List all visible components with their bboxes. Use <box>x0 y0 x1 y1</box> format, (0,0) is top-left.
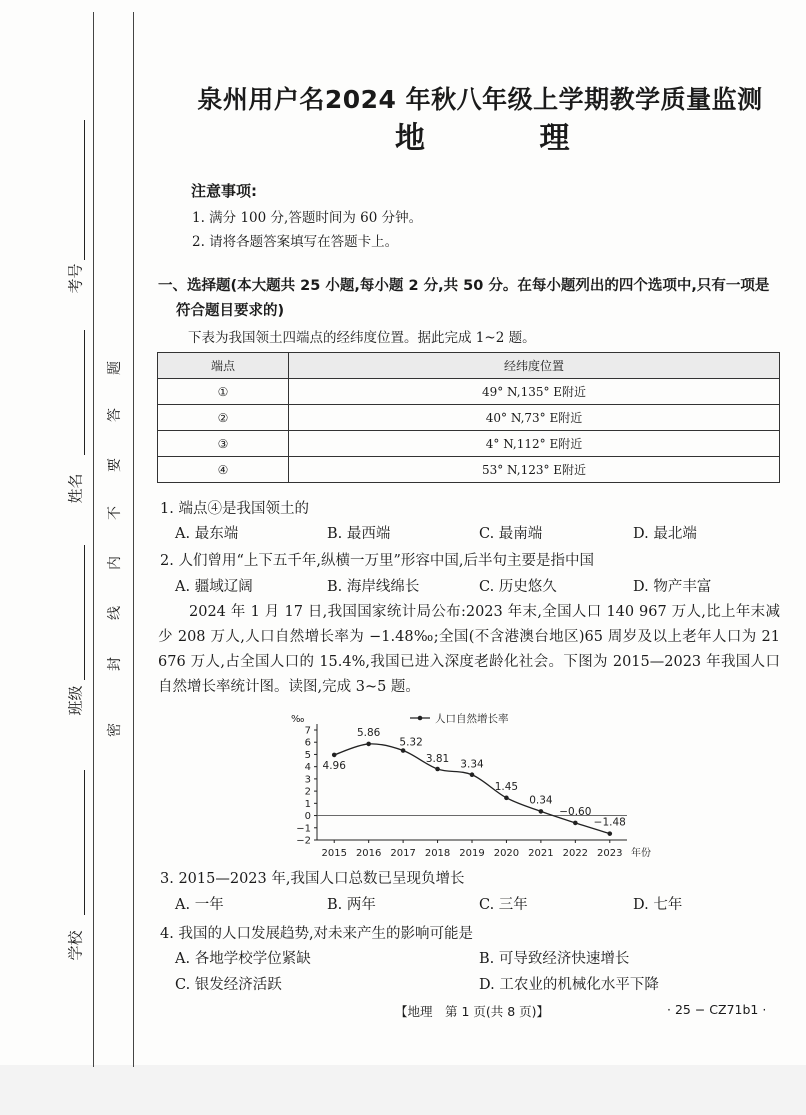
series-line <box>334 744 610 834</box>
option: A. 各地学校学位紧缺 <box>175 951 311 967</box>
paper-code: · 25 − CZ71b1 · <box>667 1002 767 1017</box>
data-point <box>539 809 544 814</box>
exam-number-label: 考号 <box>66 263 85 294</box>
option: D. 七年 <box>633 897 683 913</box>
option: D. 工农业的机械化水平下降 <box>479 977 659 993</box>
passage: 2024 年 1 月 17 日,我国国家统计局公布:2023 年末,全国人口 140 967 万人,比上年末减少 208 万人,人口自然增长率为 −1.48‰;全国(不含港澳台地区)65 周岁及以上老年人口为 21 676 万人,占全国人口的 15.4%,我国已进入深度老龄化社会。下图为 2015—2023 年我国人口自然增长率统计图。读图,完成 3~5 题。 <box>158 604 780 695</box>
option: D. 物产丰富 <box>633 579 712 595</box>
option: B. 海岸线绵长 <box>327 579 420 595</box>
x-tick-label: 2023 <box>597 848 623 859</box>
table-header: 端点 <box>158 353 289 379</box>
option: A. 最东端 <box>175 526 239 542</box>
data-point <box>573 821 578 826</box>
table-row <box>158 431 780 457</box>
x-axis-label: 年份 <box>631 848 651 859</box>
notice-item: 1. 满分 100 分,答题时间为 60 分钟。 <box>192 210 423 226</box>
y-tick-label: 3 <box>304 774 311 786</box>
name-underline <box>84 330 85 455</box>
table-cell: 40° N,73° E附近 <box>289 405 780 431</box>
table-cell: 49° N,135° E附近 <box>289 379 780 405</box>
x-tick-label: 2015 <box>321 848 347 859</box>
y-tick-label: −1 <box>296 823 311 835</box>
table-row <box>158 379 780 405</box>
data-label: 0.34 <box>529 794 553 807</box>
data-label: 1.45 <box>494 780 519 793</box>
seal-char: 密 <box>107 723 123 737</box>
table-cell: ④ <box>158 457 289 483</box>
data-point <box>470 772 475 777</box>
table-header-row <box>158 353 780 379</box>
name-label: 姓名 <box>66 473 85 504</box>
data-label: 3.34 <box>460 758 484 771</box>
data-point <box>401 748 406 753</box>
notice-heading: 注意事项: <box>191 182 257 200</box>
y-tick-label: 2 <box>304 786 311 798</box>
option: C. 最南端 <box>479 526 543 542</box>
page-number: 【地理 第 1 页(共 8 页)】 <box>395 1004 550 1019</box>
table-cell: ② <box>158 405 289 431</box>
seal-char: 封 <box>107 657 123 671</box>
seal-char: 要 <box>107 458 123 472</box>
data-point <box>504 796 509 801</box>
table-row <box>158 405 780 431</box>
legend-marker <box>418 716 423 721</box>
question-stem: 2. 人们曾用“上下五千年,纵横一万里”形容中国,后半句主要是指中国 <box>160 553 594 569</box>
table-cell: ① <box>158 379 289 405</box>
seal-char: 题 <box>107 361 123 375</box>
seal-char: 内 <box>107 556 123 570</box>
data-label: 3.81 <box>425 752 450 765</box>
option: B. 最西端 <box>327 526 391 542</box>
binding-line-outer <box>93 12 94 1067</box>
data-label: −0.60 <box>559 805 592 818</box>
notice-item: 2. 请将各题答案填写在答题卡上。 <box>192 234 399 250</box>
table-header: 经纬度位置 <box>289 353 780 379</box>
subject-title: 地 理 <box>395 121 622 156</box>
y-tick-label: 1 <box>304 798 311 810</box>
seal-char: 答 <box>107 408 123 422</box>
question-stem: 1. 端点④是我国领土的 <box>160 501 309 517</box>
class-label: 班级 <box>66 685 85 716</box>
y-tick-label: 6 <box>304 737 311 749</box>
x-tick-label: 2022 <box>562 848 589 859</box>
section-heading-cont: 符合题目要求的) <box>176 303 285 319</box>
table-intro: 下表为我国领土四端点的经纬度位置。据此完成 1~2 题。 <box>188 330 536 346</box>
x-tick-label: 2017 <box>390 848 416 859</box>
y-tick-label: 7 <box>304 725 311 737</box>
scan-shadow <box>0 1065 806 1115</box>
seal-char: 线 <box>107 606 123 620</box>
data-label: 5.86 <box>356 726 381 739</box>
y-axis-unit: ‰ <box>291 714 305 725</box>
option: A. 疆域辽阔 <box>175 579 253 595</box>
question-stem: 3. 2015—2023 年,我国人口总数已呈现负增长 <box>160 871 465 887</box>
data-point <box>332 753 337 758</box>
section-heading: 一、选择题(本大题共 25 小题,每小题 2 分,共 50 分。在每小题列出的四个选项中,只有一项是 <box>158 278 770 294</box>
x-tick-label: 2021 <box>528 848 554 859</box>
data-label: 4.96 <box>322 759 346 772</box>
exam-title: 泉州用户名2024 年秋八年级上学期教学质量监测 <box>197 85 763 114</box>
table-row <box>158 457 780 483</box>
option: C. 银发经济活跃 <box>175 977 282 993</box>
data-label: −1.48 <box>593 816 626 829</box>
x-tick-label: 2018 <box>424 848 451 859</box>
school-label: 学校 <box>66 930 85 961</box>
data-point <box>366 742 371 747</box>
extreme-points-table <box>157 352 780 483</box>
data-label: 5.32 <box>399 736 423 749</box>
binding-line-inner <box>133 12 134 1067</box>
x-tick-label: 2020 <box>493 848 520 859</box>
school-underline <box>84 770 85 915</box>
y-tick-label: 0 <box>304 811 311 823</box>
x-tick-label: 2019 <box>459 848 485 859</box>
question-stem: 4. 我国的人口发展趋势,对未来产生的影响可能是 <box>160 926 474 942</box>
table-cell: ③ <box>158 431 289 457</box>
option: A. 一年 <box>175 897 224 913</box>
growth-rate-chart <box>285 708 675 868</box>
seal-char: 不 <box>107 506 123 520</box>
y-tick-label: 4 <box>304 762 311 774</box>
option: D. 最北端 <box>633 526 697 542</box>
data-point <box>435 767 440 772</box>
y-tick-label: 5 <box>304 749 311 761</box>
x-tick-label: 2016 <box>355 848 382 859</box>
data-point <box>607 831 612 836</box>
option: C. 历史悠久 <box>479 579 557 595</box>
option: C. 三年 <box>479 897 528 913</box>
table-cell: 53° N,123° E附近 <box>289 457 780 483</box>
option: B. 两年 <box>327 897 376 913</box>
y-tick-label: −2 <box>296 835 311 847</box>
table-cell: 4° N,112° E附近 <box>289 431 780 457</box>
exam-number-underline <box>84 120 85 260</box>
class-underline <box>84 545 85 680</box>
legend-label: 人口自然增长率 <box>435 713 509 725</box>
option: B. 可导致经济快速增长 <box>479 951 630 967</box>
